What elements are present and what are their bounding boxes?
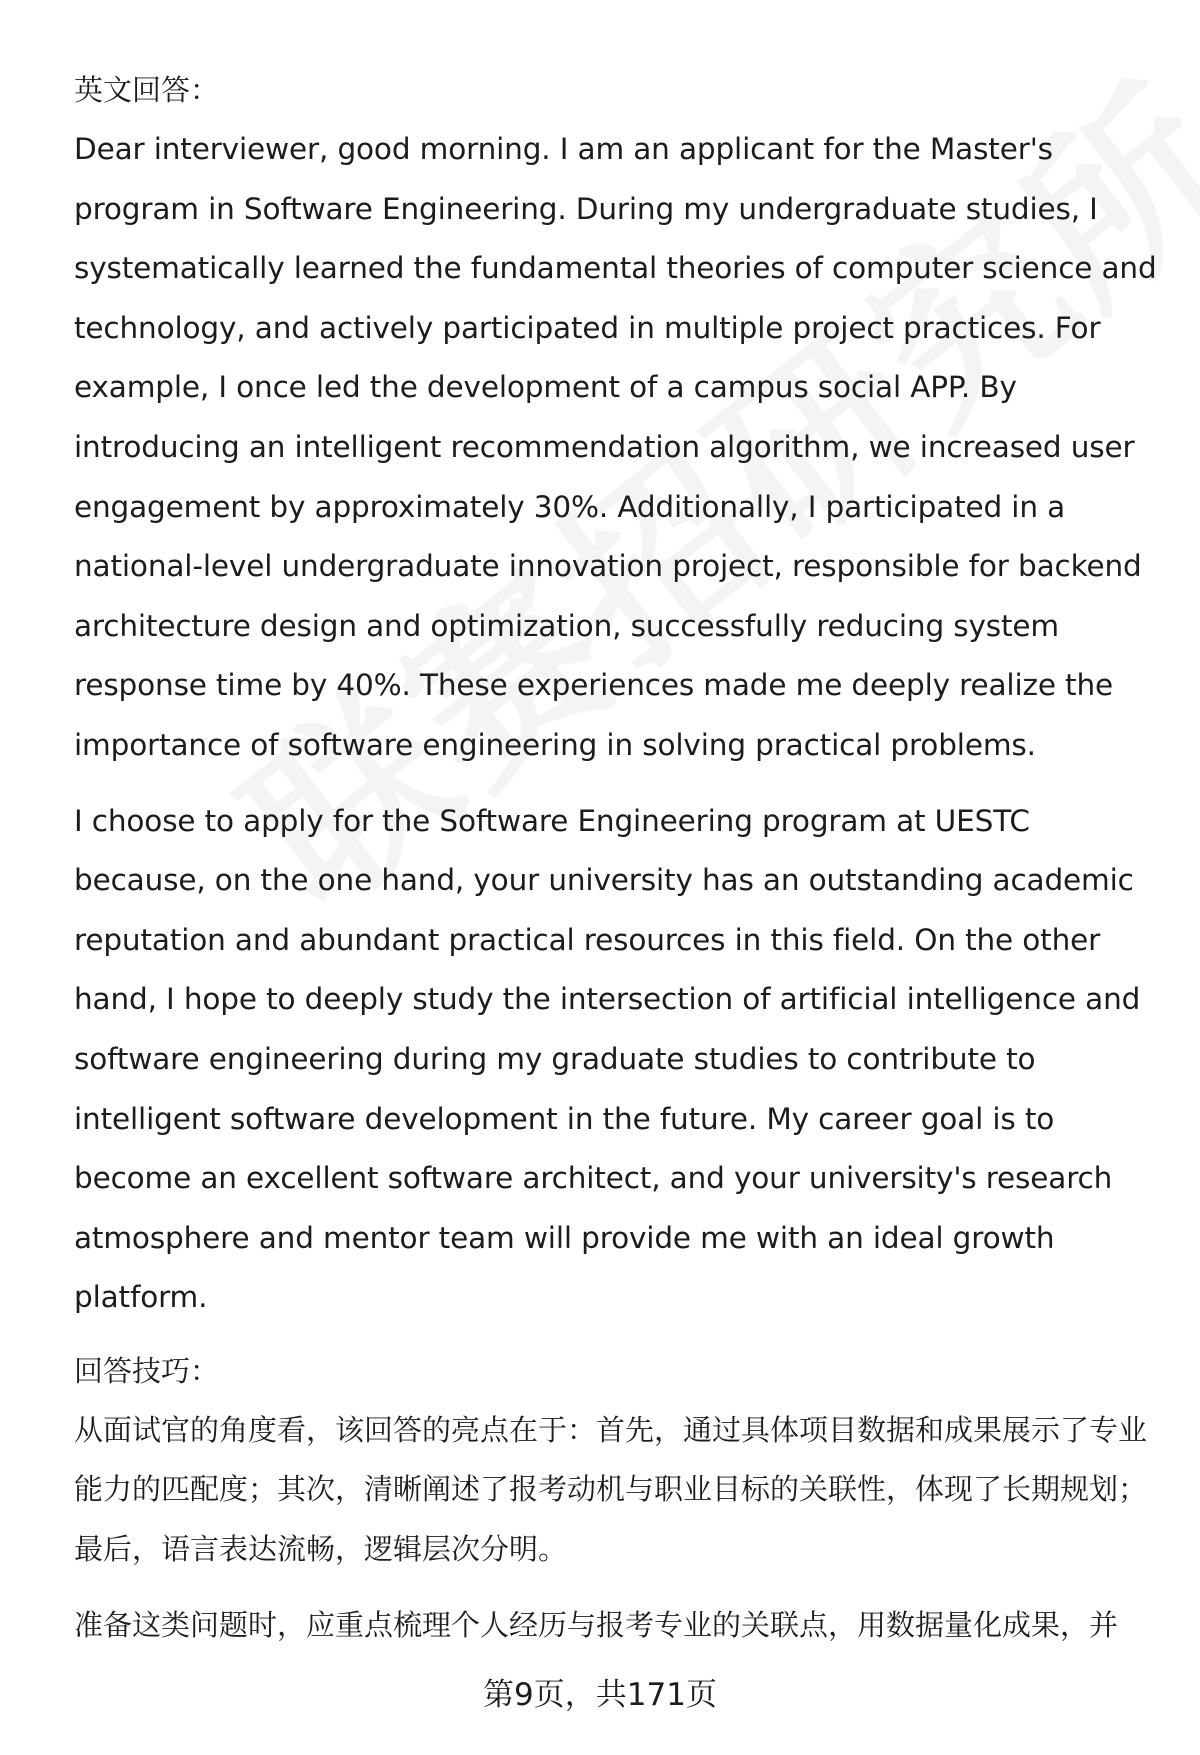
page-number: 第9页，共171页	[483, 1677, 717, 1713]
english-answer-paragraph-1: Dear interviewer, good morning. I am an applicant for the Master's program in Software Engineering. During my undergraduate studies, I systematically learned the fundamental theories of computer science and technology, and actively participated in multiple project practices. For example, I once led the development of a campus social APP. By introducing an intelligent recommendation algorithm, we increased user engagement by approximately 30%. Additionally, I participated in a national-level undergraduate innovation project, responsible for backend architecture design and optimization, successfully reducing system response time by 40%. These experiences made me deeply realize the importance of software engineering in solving practical problems.	[74, 132, 1157, 762]
english-answer-heading: 英文回答：	[74, 73, 220, 107]
english-answer-paragraph-2: I choose to apply for the Software Engineering program at UESTC because, on the one hand, your university has an outstanding academic reputation and abundant practical resources in this field. On the other hand, I hope to deeply study the intersection of artificial intelligence and software engineering during my graduate studies to contribute to intelligent software development in the future. My career goal is to become an excellent software architect, and your university's research atmosphere and mentor team will provide me with an ideal growth platform.	[74, 803, 1141, 1315]
answer-tips-paragraph-2: 准备这类问题时，应重点梳理个人经历与报考专业的关联点，用数据量化成果，并	[74, 1607, 1119, 1642]
page-content	[74, 60, 1164, 1655]
answer-tips-paragraph-1: 从面试官的角度看，该回答的亮点在于：首先，通过具体项目数据和成果展示了专业能力的匹配度；其次，清晰阐述了报考动机与职业目标的关联性，体现了长期规划；最后，语言表达流畅，逻辑层次分明。	[74, 1412, 1148, 1567]
answer-tips-heading: 回答技巧：	[74, 1353, 220, 1388]
